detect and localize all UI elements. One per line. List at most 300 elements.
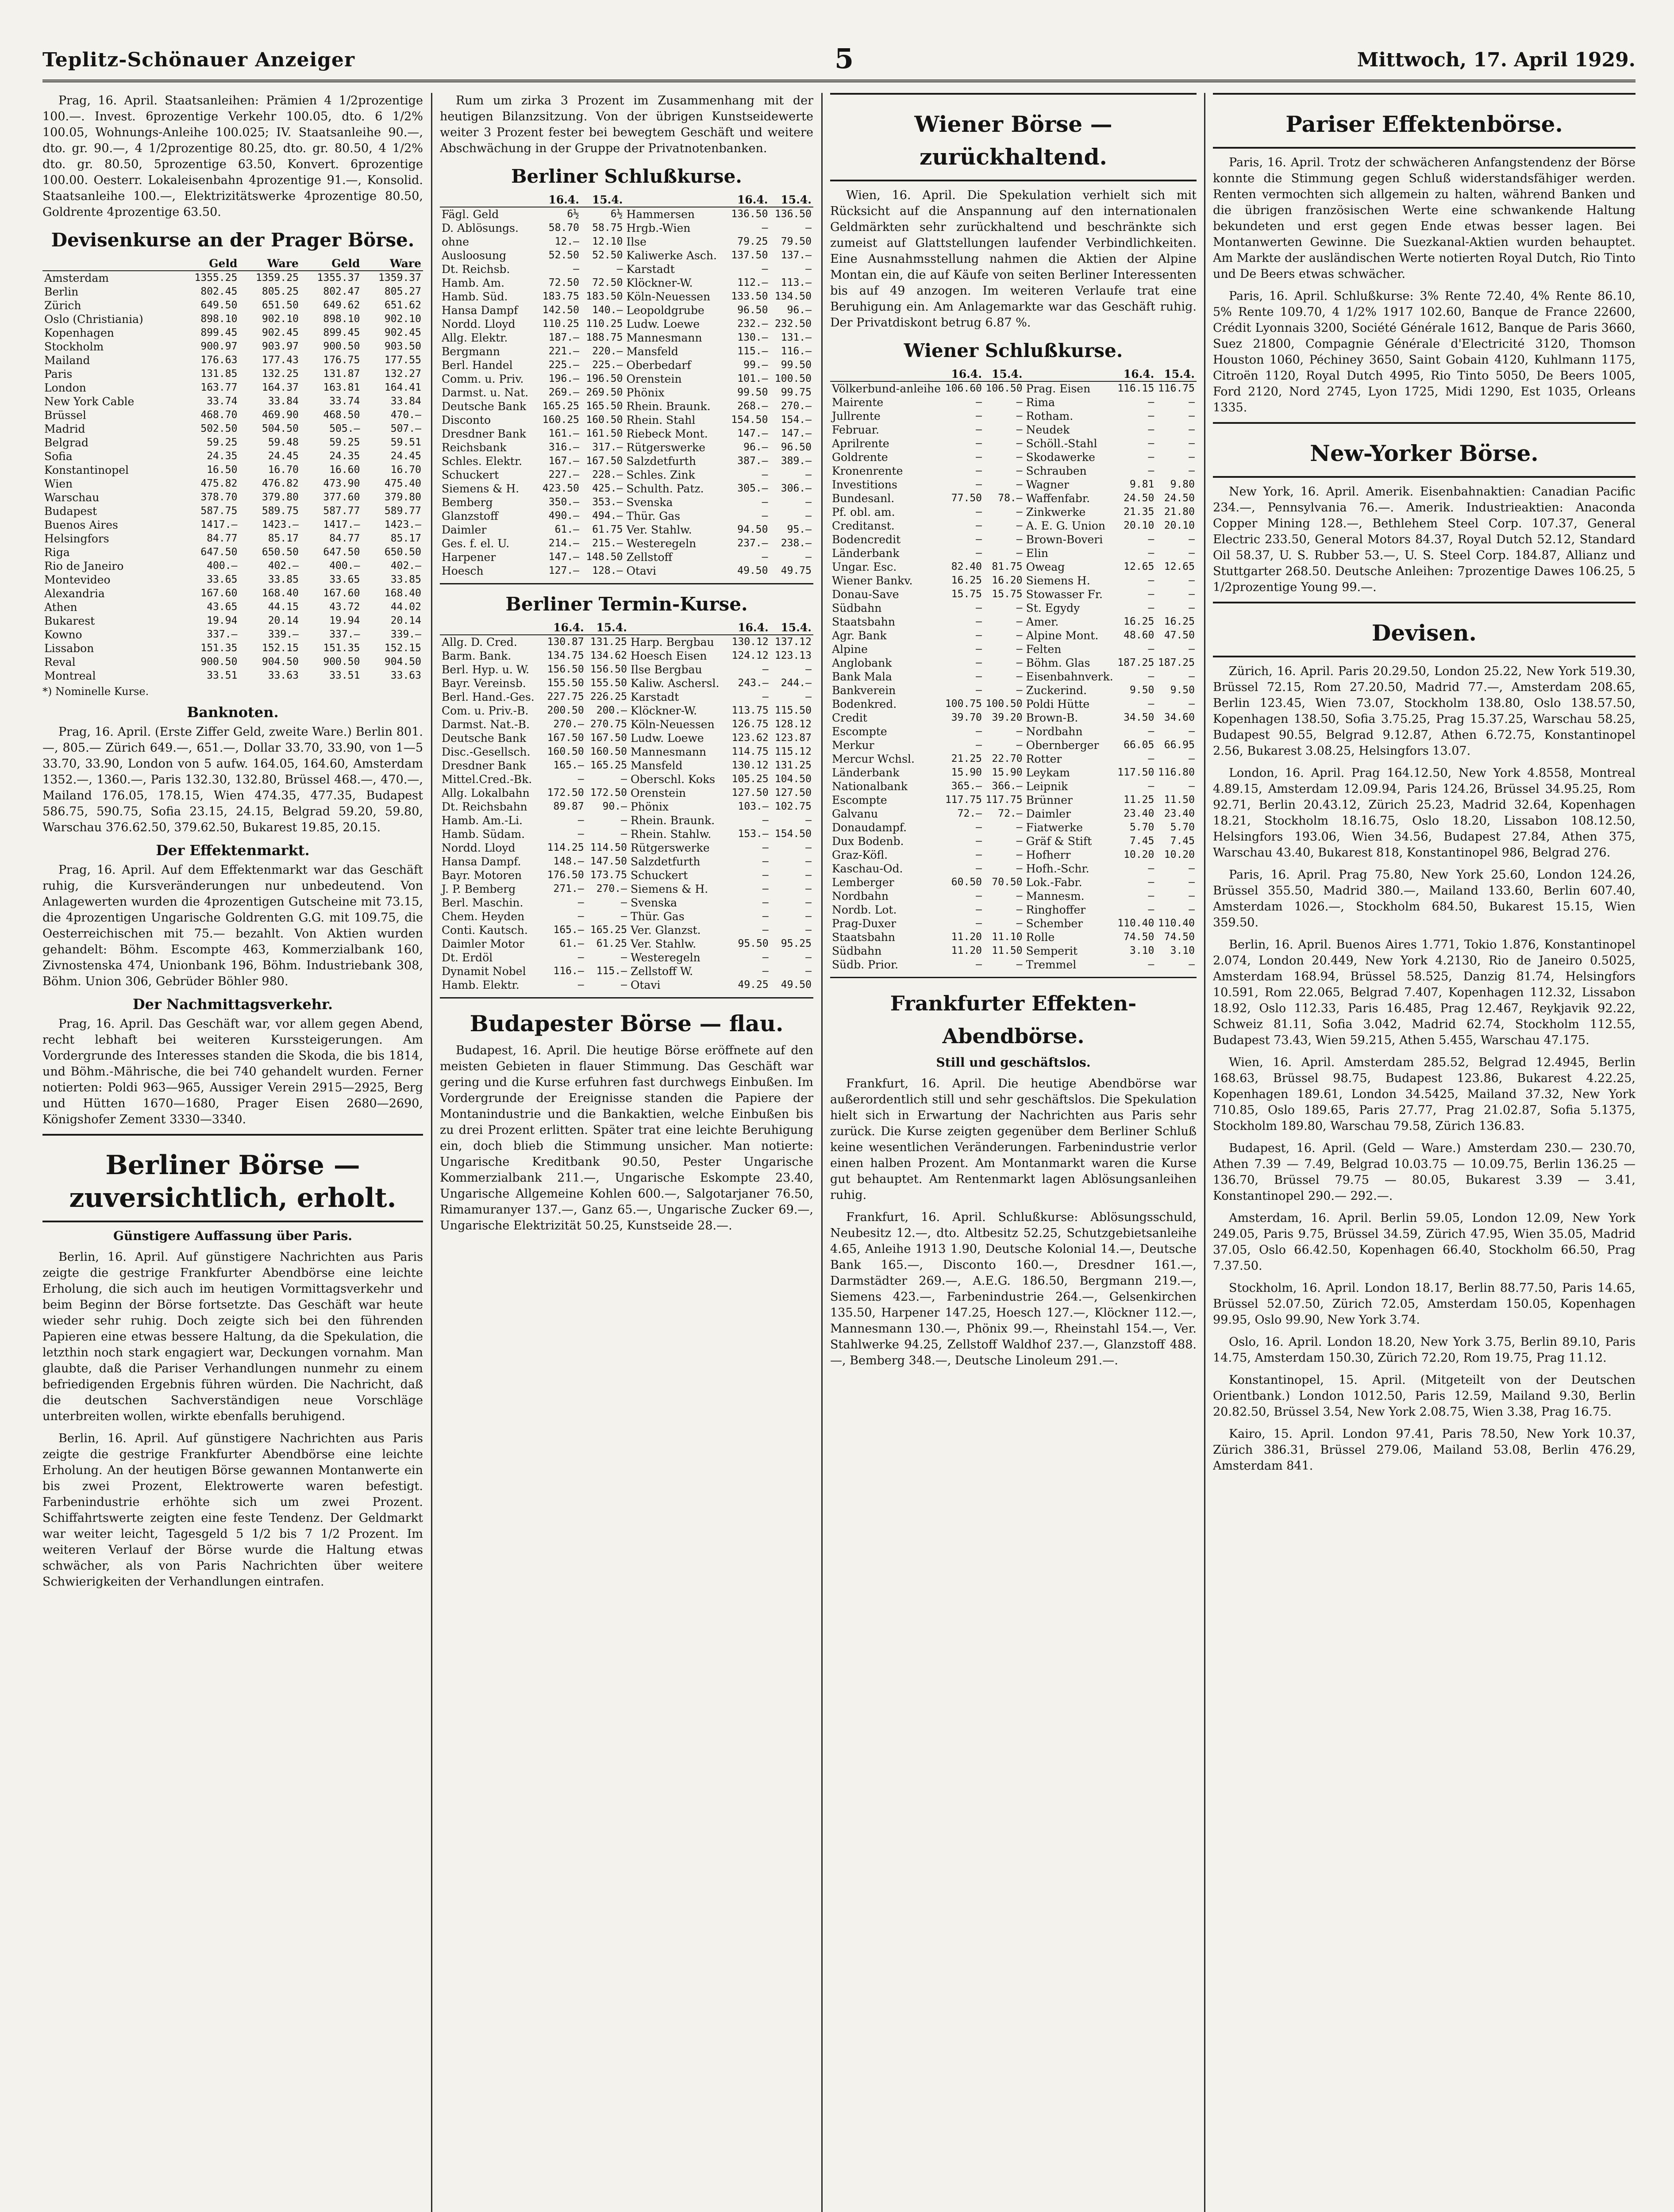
security-name-cell: Escompte [832, 794, 887, 806]
table-header-cell [1024, 367, 1116, 381]
quote-cell: — [1016, 959, 1023, 970]
quote-cell: 140.— [592, 304, 623, 316]
security-name-cell: Klöckner-W. [626, 276, 693, 289]
quote-cell: — [805, 897, 812, 908]
wiener-schlusskurs-row [830, 903, 1197, 917]
quote-cell: 116.— [781, 346, 812, 357]
devisen-prag-table [42, 257, 423, 683]
quote-cell: 106.50 [985, 383, 1023, 394]
quote-cell: 59.25 [207, 437, 238, 448]
security-name-cell: Rütgerswerke [630, 841, 710, 854]
quote-cell: — [976, 657, 982, 668]
security-name-cell: Orenstein [630, 787, 686, 799]
security-name-cell: Eisenbahnverk. [1026, 670, 1113, 683]
security-name-cell: Galvanu [832, 807, 878, 820]
quote-cell: 587.75 [200, 505, 238, 517]
table-header-cell [624, 193, 726, 207]
security-name-cell: Disc.-Gesellsch. [442, 745, 531, 758]
quote-cell: 225.— [592, 359, 623, 371]
security-name-cell: Staatsbahn [832, 931, 895, 944]
terminkurs-row [440, 814, 813, 827]
quote-cell: 494.— [592, 510, 623, 522]
quote-cell: — [762, 664, 769, 675]
quote-cell: 161.50 [586, 428, 623, 439]
wien-headline: Wiener Börse — zurückhaltend. [914, 111, 1112, 170]
security-name-cell: Disconto [442, 414, 491, 426]
terminkurs-row [440, 676, 813, 690]
quote-cell: 904.50 [262, 656, 299, 668]
terminkurs-row [440, 951, 813, 964]
quote-cell: 24.50 [1124, 492, 1154, 504]
quote-cell: 165.25 [542, 400, 580, 412]
security-name-cell: Pf. obl. am. [832, 506, 895, 518]
wiener-schlusskurs-row [830, 396, 1197, 409]
quote-cell: 167.50 [547, 732, 584, 744]
security-name-cell: Lissabon [44, 642, 94, 655]
quote-cell: 82.40 [951, 561, 982, 572]
quote-cell: 183.50 [586, 291, 623, 302]
security-name-cell: Athen [44, 601, 77, 614]
paris-headline: Pariser Effektenbörse. [1285, 111, 1563, 137]
quote-cell: 900.50 [323, 656, 360, 668]
security-name-cell: Dt. Reichsb. [442, 263, 510, 276]
quote-cell: 33.74 [207, 396, 238, 407]
quote-cell: 49.50 [737, 565, 768, 576]
devisen-row [42, 504, 423, 518]
quote-cell: 1355.25 [194, 272, 238, 284]
quote-cell: 123.13 [774, 650, 812, 661]
quote-cell: 196.50 [586, 373, 623, 384]
devisen-row [42, 600, 423, 614]
divider [830, 977, 1197, 978]
quote-cell: 507.— [390, 423, 421, 434]
security-name-cell: Südbahn [832, 602, 882, 614]
quote-cell: — [1189, 780, 1195, 792]
quote-cell: 33.63 [390, 670, 421, 681]
devisen-row [42, 614, 423, 628]
quote-cell: — [976, 630, 982, 641]
quote-cell: — [976, 534, 982, 545]
quote-cell: 136.50 [774, 208, 812, 220]
quote-cell: 238.— [781, 538, 812, 549]
security-name-cell: Allg. Lokalbahn [442, 787, 530, 799]
quote-cell: — [805, 952, 812, 963]
quote-cell: 12.10 [592, 236, 623, 247]
security-name-cell: Dynamit Nobel [442, 965, 526, 978]
table-header-cell: 16.4. [727, 621, 770, 635]
quote-cell: 39.20 [992, 712, 1023, 723]
wiener-schlusskurs-row [830, 533, 1197, 546]
quote-cell: 15.75 [951, 588, 982, 600]
security-name-cell: Konstantinopel [44, 464, 129, 476]
security-name-cell: Lok.-Fabr. [1026, 876, 1082, 889]
quote-cell: 1359.37 [378, 272, 421, 284]
schlusskurs-row [440, 290, 813, 303]
security-name-cell: Paris [44, 368, 73, 380]
quote-cell: 74.50 [1124, 931, 1154, 943]
security-name-cell: Alpine [832, 643, 868, 656]
wiener-schlusskurse-table [830, 367, 1197, 972]
schlusskurs-row [440, 221, 813, 235]
quote-cell: 117.75 [945, 794, 982, 806]
quote-cell: — [762, 842, 769, 853]
quote-cell: 387.— [737, 455, 768, 467]
security-name-cell: Prag. Eisen [1026, 382, 1091, 395]
security-name-cell: Oberbedarf [626, 359, 691, 372]
quote-cell: — [762, 910, 769, 922]
quote-cell: — [1148, 438, 1154, 449]
security-name-cell: Phönix [630, 800, 669, 813]
wiener-schlusskurs-row [830, 684, 1197, 697]
security-name-cell: Kowno [44, 628, 82, 641]
quote-cell: 167.50 [590, 732, 627, 744]
devisen-row [42, 628, 423, 641]
quote-cell: 123.87 [774, 732, 812, 744]
quote-cell: 95.50 [738, 938, 769, 949]
security-name-cell: Salzdetfurth [630, 855, 700, 868]
terminkurs-row [440, 759, 813, 772]
quote-cell: — [976, 506, 982, 518]
paris-paragraph-1: Paris, 16. April. Trotz der schwächeren Anfangstendenz der Börse konnte die Stimmung gegen Schluß widerstandsfähiger werden. Renten vermochten sich allgemein zu halten, während Banken und die übrigen französischen Werte eine schwankende Haltung bekundeten und erst gegen Ende etwas besser lagen. Bei Montanwerten Gewinne. Die Suezkanal-Aktien wurden behauptet. Am Markte der ausländischen Werte notierten Royal Dutch, Rio Tinto und De Beers etwas schwächer. [1213, 156, 1636, 281]
security-name-cell: Deutsche Bank [442, 400, 527, 413]
security-name-cell: Mairente [832, 396, 884, 409]
terminkurs-row [440, 910, 813, 923]
quote-cell: 176.75 [323, 354, 360, 366]
security-name-cell: Hofherr [1026, 849, 1071, 861]
page-number: 5 [835, 42, 854, 75]
table-header-cell [440, 193, 538, 207]
security-name-cell: Gräf & Stift [1026, 835, 1092, 848]
quote-cell: 270.— [596, 883, 627, 895]
nachmittag-paragraph: Prag, 16. April. Das Geschäft war, vor allem gegen Abend, recht lebhaft bei weiteren Kurssteigerungen. Am Vordergrunde des Interesses standen die Skoda, die bis 1814, und Böhm.-Mährische, die bei 740 gehandelt wurden. Ferner notierten: Poldi 963—965, Aussiger Verein 2915—2925, Berg und Hütten 1670—1680, Prager Eisen 2680—2690, Königshofer Zement 3330—3340. [42, 1017, 423, 1126]
table-header-cell: 15.4. [770, 621, 813, 635]
wiener-schlusskurs-row [830, 821, 1197, 834]
security-name-cell: Südb. Prior. [832, 958, 899, 971]
quote-cell: 468.50 [323, 409, 360, 421]
quote-cell: 61.— [559, 938, 584, 949]
quote-cell: 110.25 [542, 318, 580, 330]
security-name-cell: Felten [1026, 643, 1062, 656]
security-name-cell: Westeregeln [626, 537, 697, 550]
security-name-cell: Bayr. Motoren [442, 869, 522, 882]
security-name-cell: Rotham. [1026, 410, 1074, 422]
quote-cell: 214.— [548, 538, 580, 549]
quote-cell: — [1189, 438, 1195, 449]
table-header-cell: Geld [300, 257, 362, 271]
quote-cell: 475.40 [384, 478, 421, 489]
security-name-cell: Jullrente [832, 410, 881, 422]
quote-cell: 11.50 [1164, 794, 1195, 806]
security-name-cell: Leykam [1026, 766, 1070, 779]
quote-cell: 24.45 [390, 450, 421, 462]
quote-cell: — [805, 910, 812, 922]
security-name-cell: Bodenkred. [832, 698, 897, 710]
table-header-cell [42, 257, 178, 271]
quote-cell: 72.50 [548, 277, 580, 288]
schlusskurs-row [440, 537, 813, 550]
quote-cell: 101.— [737, 373, 768, 384]
quote-cell: 84.77 [207, 533, 238, 544]
security-name-cell: Mittel.Cred.-Bk. [442, 773, 532, 786]
quote-cell: 305.— [737, 483, 768, 494]
quote-cell: 43.65 [207, 601, 238, 613]
quote-cell: — [577, 979, 584, 991]
quote-cell: 173.75 [590, 869, 627, 881]
newyork-headline: New-Yorker Börse. [1310, 440, 1539, 466]
quote-cell: 110.40 [1158, 918, 1195, 929]
terminkurs-row [440, 964, 813, 978]
security-name-cell: Neudek [1026, 423, 1070, 436]
quote-cell: — [1189, 602, 1195, 614]
quote-cell: — [976, 890, 982, 902]
security-name-cell: New York Cable [44, 395, 135, 408]
quote-cell: — [976, 643, 982, 655]
quote-cell: 339.— [268, 629, 299, 640]
berliner-boerse-headline: Berliner Börse — zuversichtlich, erholt. [69, 1150, 396, 1214]
terminkurs-row [440, 896, 813, 910]
security-name-cell: Völkerbund-anleihe [832, 382, 941, 395]
quote-cell: 100.75 [945, 698, 982, 710]
quote-cell: 904.50 [384, 656, 421, 668]
quote-cell: 95.— [787, 524, 812, 535]
wiener-schlusskurs-row [830, 478, 1197, 492]
quote-cell: 161.— [548, 428, 580, 439]
quote-cell: — [577, 910, 584, 922]
devisen-row [42, 381, 423, 395]
paris-paragraph-2: Paris, 16. April. Schlußkurse: 3% Rente 72.40, 4% Rente 86.10, 5% Rente 109.70, 4 1/2% 1917 102.60, Banque de France 22600, Crédit Lyonnais 3200, Société Générale 1612, Banque de Paris 3660, Suez 21800, Compagnie Générale d'Electricité 3120, Thomson Houston 1060, Péchiney 3650, Saint Gobain 4120, Kuhlmann 1175, Citroën 1120, Royal Dutch 4995, Rio Tinto 5050, De Beers 1005, Ford 2120, Nord 2745, Lyon 1725, Midi 1290, Est 1035, Orleans 1335. [1213, 289, 1636, 415]
wiener-schlusskurs-row [830, 505, 1197, 519]
quote-cell: 379.80 [384, 492, 421, 503]
devisen-row [42, 477, 423, 491]
quote-cell: — [805, 469, 812, 480]
security-name-cell: Allg. D. Cred. [442, 636, 517, 649]
quote-cell: 196.— [548, 373, 580, 384]
quote-cell: 215.— [592, 538, 623, 549]
quote-cell: 187.25 [1158, 657, 1195, 668]
quote-cell: — [976, 684, 982, 696]
quote-cell: 306.— [781, 483, 812, 494]
security-name-cell: Schuckert [442, 469, 499, 481]
security-name-cell: Brüssel [44, 409, 86, 422]
security-name-cell: Staatsbahn [832, 615, 895, 628]
quote-cell: 115.50 [774, 705, 812, 716]
quote-cell: 147.— [548, 551, 580, 563]
quote-cell: 899.45 [200, 327, 238, 338]
devisen-row [42, 422, 423, 436]
security-name-cell: Donaudampf. [832, 821, 907, 834]
schlusskurs-row [440, 317, 813, 331]
quote-cell: 164.37 [262, 382, 299, 393]
wiener-schlusskurs-row [830, 697, 1197, 711]
quote-cell: 11.20 [951, 931, 982, 943]
quote-cell: 85.17 [390, 533, 421, 544]
quote-cell: 902.45 [384, 327, 421, 338]
table-header-cell: Ware [362, 257, 423, 271]
security-name-cell: Berl. Hand.-Ges. [442, 691, 535, 703]
quote-cell: 176.50 [547, 869, 584, 881]
quote-cell: — [805, 664, 812, 675]
quote-cell: — [621, 828, 627, 840]
quote-cell: — [805, 496, 812, 508]
quote-cell: 49.25 [738, 979, 769, 991]
quote-cell: 15.90 [992, 767, 1023, 778]
wiener-schlusskurs-row [830, 711, 1197, 725]
quote-cell: — [976, 616, 982, 627]
quote-cell: — [1148, 780, 1154, 792]
berliner-schlusskurse-title: Berliner Schlußkurse. [511, 165, 742, 187]
budapest-paragraph: Budapest, 16. April. Die heutige Börse eröffnete auf den meisten Gebieten in flauer Stimmung. Das Geschäft war gering und die Kurse erfuhren fast durchwegs Einbußen. Im Vordergrunde der Ereignisse standen die Papiere der Montanindustrie und die Bankaktien, welche Einbußen bis zu drei Prozent erlitten. Später trat eine leichte Beruhigung ein, doch blieb die Stimmung unsicher. Man notierte: Ungarische Kreditbank 90.50, Pester Ungarische Kommerzialbank 211.—, Ungarische Eskompte 23.40, Ungarische Allgemeine Kohlen 600.—, Salgotarjaner 76.50, Rimamuranyer 137.—, Ganz 65.—, Ungarische Zucker 69.—, Ungarische Elektrizität 50.25, Kunstseide 28.—. [440, 1044, 813, 1233]
security-name-cell: Schles. Zink [626, 469, 695, 481]
table-header-cell: 15.4. [1156, 367, 1197, 381]
quote-cell: 61.75 [592, 524, 623, 535]
quote-cell: 105.25 [731, 773, 769, 785]
quote-cell: 10.20 [1124, 849, 1154, 860]
wiener-schlusskurs-row [830, 629, 1197, 642]
schlusskurs-row [440, 495, 813, 509]
security-name-cell: Köln-Neuessen [630, 718, 715, 731]
security-name-cell: Hofh.-Schr. [1026, 862, 1089, 875]
quote-cell: 10.20 [1164, 849, 1195, 860]
security-name-cell: Fiatwerke [1026, 821, 1083, 834]
quote-cell: — [1016, 643, 1023, 655]
security-name-cell: Hoesch Eisen [630, 649, 707, 662]
terminkurs-row [440, 690, 813, 704]
quote-cell: 132.25 [262, 368, 299, 380]
security-name-cell: Mannesmann [626, 331, 702, 344]
devisen-row [42, 408, 423, 422]
security-name-cell: Siemens H. [1026, 574, 1090, 587]
quote-cell: — [577, 897, 584, 908]
quote-cell: — [1016, 918, 1023, 929]
schlusskurs-row [440, 523, 813, 537]
quote-cell: 90.— [602, 801, 627, 812]
frankfurt-subtitle: Still und geschäftslos. [936, 1055, 1091, 1070]
security-name-cell: Schulth. Patz. [626, 482, 704, 495]
wiener-schlusskurs-row [830, 930, 1197, 944]
quote-cell: 226.25 [590, 691, 627, 703]
quote-cell: 77.50 [951, 492, 982, 504]
quote-cell: — [1016, 849, 1023, 860]
security-name-cell: Wagner [1026, 478, 1069, 491]
quote-cell: 476.82 [262, 478, 299, 489]
quote-cell: 72.— [998, 808, 1023, 819]
quote-cell: 20.10 [1124, 520, 1154, 531]
security-name-cell: Dt. Reichsbahn [442, 800, 527, 813]
terminkurs-row [440, 827, 813, 841]
quote-cell: 389.— [781, 455, 812, 467]
quote-cell: — [577, 773, 584, 785]
quote-cell: — [976, 479, 982, 490]
effektenmarkt-title: Der Effektenmarkt. [156, 842, 310, 859]
security-name-cell: Berl. Maschin. [442, 896, 523, 909]
security-name-cell: Orenstein [626, 373, 682, 385]
quote-cell: 11.50 [992, 945, 1023, 956]
terminkurs-row [440, 718, 813, 731]
quote-cell: 167.60 [200, 588, 238, 599]
quote-cell: 504.50 [262, 423, 299, 434]
quote-cell: 22.70 [992, 753, 1023, 764]
schlusskurs-row [440, 235, 813, 249]
quote-cell: 163.81 [323, 382, 360, 393]
quote-cell: 21.25 [951, 753, 982, 764]
quote-cell: 89.87 [553, 801, 584, 812]
quote-cell: 1359.25 [256, 272, 299, 284]
quote-cell: — [1189, 904, 1195, 915]
quote-cell: — [976, 396, 982, 408]
wiener-schlusskurs-row [830, 423, 1197, 437]
quote-cell: 61.— [554, 524, 580, 535]
quote-cell: 377.60 [323, 492, 360, 503]
security-name-cell: Alexandria [44, 587, 105, 600]
quote-cell: — [1148, 643, 1154, 655]
quote-cell: — [1189, 753, 1195, 764]
quote-cell: 84.77 [329, 533, 360, 544]
quote-cell: — [762, 469, 768, 480]
quote-cell: 142.50 [542, 304, 580, 316]
quote-cell: 21.80 [1164, 506, 1195, 518]
wiener-schlusskurs-row [830, 752, 1197, 766]
berliner-boerse-paragraph-2: Berlin, 16. April. Auf günstigere Nachrichten aus Paris zeigte die gestrige Frankfurter Abendbörse eine leichte Erholung. An der heutigen Börse gewannen Montanwerte ein bis zwei Prozent, Elektrowerte waren befestigt. Farbenindustrie erhöhte sich um zwei Prozent. Schiffahrtswerte zeigten eine feste Tendenz. Der Geldmarkt war weiter leicht, Tagesgeld 5 1/2 bis 7 1/2 Prozent. Im weiteren Verlauf der Börse wurde die Haltung etwas schwächer, als von Paris Nachrichten über weitere Schwierigkeiten der Verhandlungen eintrafen. [42, 1432, 423, 1589]
quote-cell: 6½ [567, 208, 580, 220]
table-header-cell [440, 621, 543, 635]
quote-cell: 16.60 [329, 464, 360, 476]
quote-cell: 123.62 [731, 732, 769, 744]
devisen-row [42, 518, 423, 532]
quote-cell: 7.45 [1170, 835, 1195, 847]
quote-cell: — [805, 551, 812, 563]
quote-cell: 137.— [781, 250, 812, 261]
quote-cell: 650.50 [384, 546, 421, 558]
security-name-cell: Chem. Heyden [442, 910, 525, 923]
quote-cell: — [1148, 863, 1154, 874]
terminkurs-row [440, 841, 813, 855]
quote-cell: — [1148, 410, 1154, 422]
schlusskurs-row [440, 207, 813, 221]
quote-cell: 117.75 [985, 794, 1023, 806]
security-name-cell: Alpine Mont. [1026, 629, 1099, 642]
schlusskurs-row [440, 454, 813, 468]
schlusskurs-row [440, 386, 813, 399]
newyork-headline-box [1213, 422, 1636, 478]
quote-cell: 188.75 [586, 332, 623, 343]
security-name-cell: Rima [1026, 396, 1055, 409]
quote-cell: 19.94 [329, 615, 360, 626]
quote-cell: 187.— [548, 332, 580, 343]
quote-cell: 72.— [957, 808, 982, 819]
quote-cell: 131.85 [200, 368, 238, 380]
quote-cell: 59.51 [390, 437, 421, 448]
quote-cell: — [1148, 890, 1154, 902]
quote-cell: 48.60 [1124, 630, 1154, 641]
security-name-cell: J. P. Bemberg [442, 883, 516, 895]
terminkurs-row [440, 882, 813, 896]
security-name-cell: Rhein. Braunk. [626, 400, 711, 413]
security-name-cell: Riga [44, 546, 70, 559]
quote-cell: 126.75 [731, 718, 769, 730]
quote-cell: 16.20 [992, 575, 1023, 586]
quote-cell: 220.— [592, 346, 623, 357]
devisen-row [42, 436, 423, 449]
security-name-cell: Daimler Motor [442, 937, 525, 950]
quote-cell: 112.— [737, 277, 768, 288]
quote-cell: 23.40 [1164, 808, 1195, 819]
wiener-schlusskurs-row [830, 862, 1197, 876]
security-name-cell: Creditanst. [832, 519, 895, 532]
quote-cell: 52.50 [548, 250, 580, 261]
quote-cell: 154.50 [774, 828, 812, 840]
security-name-cell: Schember [1026, 917, 1083, 930]
quote-cell: — [1189, 671, 1195, 682]
